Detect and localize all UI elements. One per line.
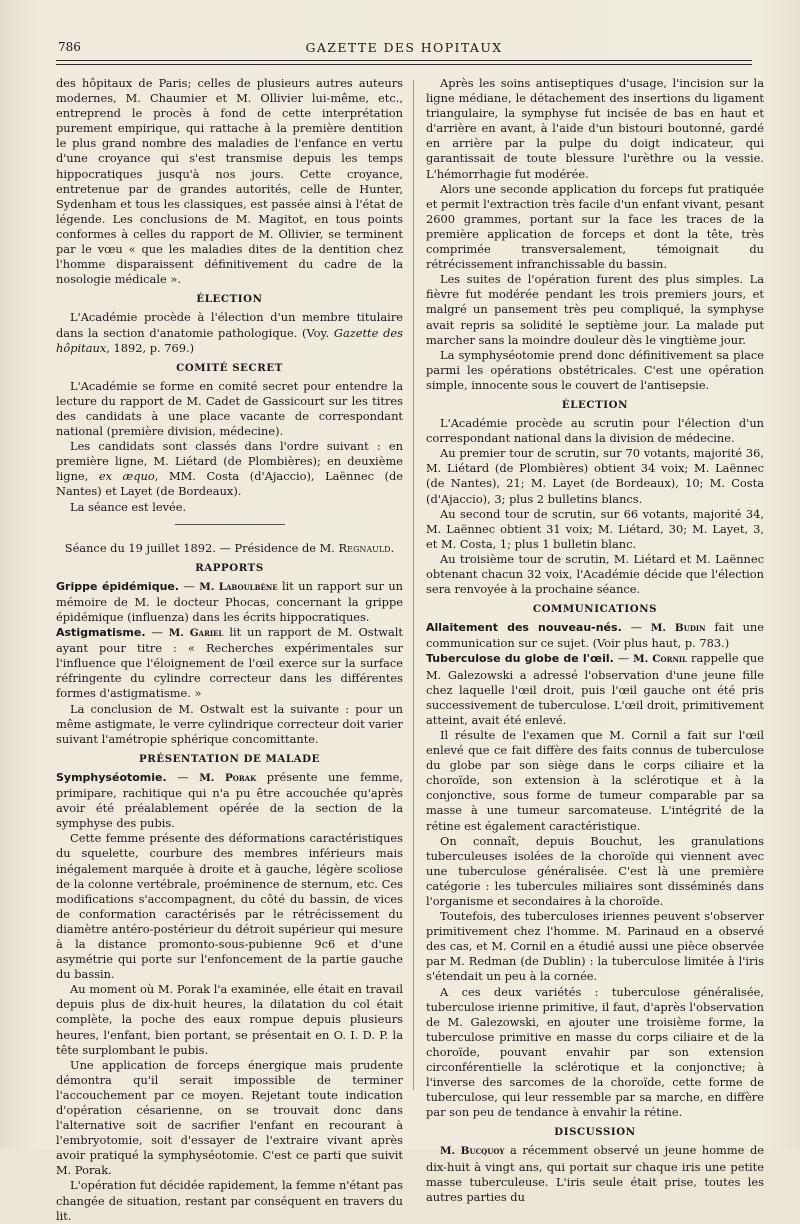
paragraph: Toutefois, des tuberculoses iriennes peuvent s'observer primitivement chez l'homme. M. Parinaud en a observé des cas, et M. Cornil en a étudié aussi une pièce observée par M. Redman (de Dublin) : la tuberculose limitée à l'iris s'étendait un peu à la cornée. [426,909,764,984]
paragraph: Au premier tour de scrutin, sur 70 votants, majorité 36, M. Liétard (de Plombières) obtient 34 voix; M. Laënnec (de Nantes), 21; M. Layet (de Bordeaux), 10; M. Costa (d'Ajaccio), 3; plus 2 bulletins blancs. [426,446,764,506]
paragraph: La séance est levée. [70,499,187,514]
paragraph: Les candidats sont classés dans l'ordre suivant : en première ligne, M. Liétard (de Plombières); en deuxième ligne, ex æquo, MM. Costa (d'Ajaccio), Laënnec (de Nantes) et Layet (de Bordeaux). [56,439,403,499]
paragraph: On connaît, depuis Bouchut, les granulations tuberculeuses isolées de la choroïde qui viennent avec une tuberculose généralisée. C'est là une première catégorie : les tubercules miliaires sont disséminés dans l'organisme et secondaires à la choroïde. [426,833,764,908]
paragraph: Il résulte de l'examen que M. Cornil a fait sur l'œil enlevé que ce fait diffère des faits connus de tuberculose du globe par son siège dans le corps ciliaire et la choroïde, son extension à la sclérotique et à la conjonctive, sous forme de tumeur comparable par sa masse à une tumeur sarcomateuse. L'intégrité de la rétine est également caractéristique. [426,727,764,833]
paragraph: Après les soins antiseptiques d'usage, l'incision sur la ligne médiane, le détachement des insertions du ligament triangulaire, la symphyse fut incisée de bas en haut et d'arrière en avant, à l'aide d'un bistouri boutonné, gardé en arrière par la pulpe du doigt indicateur, qui garantissait de toute blessure l'urèthre ou la vessie. L'hémorrhagie fut modérée. [426,76,764,181]
paragraph: Allaitement des nouveau-nés. — M. Budin fait une communication sur ce sujet. (Voir plus haut, p. 783.) [426,620,764,651]
column-divider [413,80,414,1090]
left-column [56,76,403,1224]
session-line: Séance du 19 juillet 1892. — Présidence de M. Regnauld. [64,540,395,555]
paragraph: L'opération fut décidée rapidement, la femme n'étant pas changée de situation, restant par conséquent en travers du lit. [56,1178,403,1223]
paragraph: des hôpitaux de Paris; celles de plusieurs autres auteurs modernes, M. Chaumier et M. Ollivier lui-même, etc., entreprend le procès à fond de cette interprétation purement empirique, qui rattache à la première dentition le plus grand nombre des maladies de l'enfance en vertu d'une croyance qui s'est transmise depuis les temps hippocratiques jusqu'à nos jours. Cette croyance, entretenue par de grandes autorités, celle de Hunter, Sydenham et tous les classiques, est passée ainsi à l'état de légende. Les conclusions de M. Magitot, en tous points conformes à celles du rapport de M. Ollivier, se terminent par le vœu « que les maladies dites de la dentition chez l'homme disparaissent définitivement du cadre de la nosologie médicale ». [56,76,403,287]
section-heading-election: ÉLECTION [196,293,263,306]
paragraph: Au troisième tour de scrutin, M. Liétard et M. Laënnec obtenant chacun 32 voix, l'Académie décide que l'élection sera renvoyée à la prochaine séance. [426,551,764,597]
paragraph: A ces deux variétés : tuberculose généralisée, tuberculose irienne primitive, il faut, d'après l'observation de M. Galezowski, en ajouter une troisième forme, la tuberculose primitive en masse du corps ciliaire et de la choroïde, pouvant envahir par son extension circonférentielle la sclérotique et la conjonctive; à l'inverse des sarcomes de la choroïde, cette forme de tuberculose, qui leur ressemble par sa marche, en diffère par son peu de tendance à envahir la rétine. [426,984,764,1120]
paragraph: Alors une seconde application du forceps fut pratiquée et permit l'extraction très facile d'un enfant vivant, pesant 2600 grammes, portant sur la face les traces de la première application de forceps et dont la tête, très comprimée transversalement, témoignait du rétrécissement infranchissable du bassin. [426,181,764,272]
page-number: 786 [58,40,81,54]
section-heading-presentation: PRÉSENTATION DE MALADE [139,752,320,765]
header-rule [56,60,752,65]
paragraph: Astigmatisme. — M. Gariel lit un rapport de M. Ostwalt ayant pour titre : « Recherches expérimentales sur l'influence que l'éloignement de l'œil exerce sur la surface réfringente du cylindre correcteur dans les différentes formes d'astigmatisme. » [56,625,403,701]
section-heading-rapports: RAPPORTS [195,561,264,574]
section-heading-communications: COMMUNICATIONS [532,603,658,616]
paragraph: L'Académie procède au scrutin pour l'élection d'un correspondant national dans la division de médecine. [426,416,764,446]
paragraph: Grippe épidémique. — M. Laboulbène lit un rapport sur un mémoire de M. le docteur Phocas, concernant la grippe épidémique (influenza) dans les écrits hippocratiques. [56,578,404,624]
paragraph: L'Académie procède à l'élection d'un membre titulaire dans la section d'anatomie pathologique. (Voy. Gazette des hôpitaux, 1892, p. 769.) [56,310,403,355]
paragraph: Au moment où M. Porak l'a examinée, elle était en travail depuis plus de dix-huit heures, la dilatation du col était complète, la poche des eaux rompue depuis plusieurs heures, l'enfant, bien portant, se présentait en O. I. D. P. la tête surplombant le pubis. [56,982,403,1057]
section-heading-election: ÉLECTION [561,398,629,411]
section-heading-discussion: DISCUSSION [554,1126,636,1139]
journal-title: GAZETTE DES HOPITAUX [305,40,503,55]
separator-rule [175,524,285,525]
paragraph: Une application de forceps énergique mais prudente démontra qu'il serait impossible de terminer l'accouchement par ce moyen. Rejetant toute indication d'opération césarienne, on se trouvait donc dans l'alternative soit de sacrifier l'enfant en recourant à l'embryotomie, soit d'essayer de l'extraire vivant après avoir pratiqué la symphyséotomie. C'est ce parti que suivit M. Porak. [56,1057,403,1178]
paragraph: Les suites de l'opération furent des plus simples. La fièvre fut modérée pendant les trois premiers jours, et malgré un pansement très peu compliqué, la symphyse avait repris sa solidité le septième jour. La malade put marcher sans la moindre douleur dès le vingtième jour. [426,272,764,347]
paragraph: M. Bucquoy a récemment observé un jeune homme de dix-huit à vingt ans, qui portait sur chaque iris une petite masse tuberculeuse. L'iris seule était prise, toutes les autres parties du [426,1143,764,1204]
paragraph: L'Académie se forme en comité secret pour entendre la lecture du rapport de M. Cadet de Gassicourt sur les titres des candidats à une place vacante de correspondant national (première division, médecine). [56,378,403,439]
page-header [56,40,752,62]
paragraph: La symphyséotomie prend donc définitivement sa place parmi les opérations obstétricales. C'est une opération simple, innocente sous le couvert de l'antisepsie. [426,347,764,392]
paragraph: Au second tour de scrutin, sur 66 votants, majorité 34, M. Laënnec obtient 31 voix; M. Liétard, 30; M. Layet, 3, et M. Costa, 1; plus 1 bulletin blanc. [426,506,764,551]
section-heading-comite: COMITÉ SECRET [176,361,283,374]
paragraph: La conclusion de M. Ostwalt est la suivante : pour un même astigmate, le verre cylindrique correcteur doit varier suivant l'amétropie sphérique concomittante. [56,701,403,746]
paragraph: Tuberculose du globe de l'œil. — M. Cornil rappelle que M. Galezowski a adressé l'observation d'une jeune fille chez laquelle l'œil droit, puis l'œil gauche ont été pris successivement de tuberculose. L'œil droit, primitivement atteint, avait été enlevé. [426,651,764,727]
paragraph: Cette femme présente des déformations caractéristiques du squelette, courbure des membres inférieurs mais inégalement marquée à droite et à gauche, légère scoliose de la colonne vertébrale, proéminence de sternum, etc. Ces modifications s'accompagnent, du côté du bassin, de vices de conformation caractérisés par le rétrécissement du diamètre antéro-postérieur du détroit supérieur qui mesure à la distance promonto-sous-pubienne 9c6 et d'une asymétrie qui porte sur l'enfoncement de la partie gauche du bassin. [56,831,403,982]
right-column [426,76,764,1205]
paragraph: Symphyséotomie. — M. Porak présente une femme, primipare, rachitique qui n'a pu être accouchée qu'après avoir été préalablement opérée de la section de la symphyse des pubis. [56,769,404,831]
